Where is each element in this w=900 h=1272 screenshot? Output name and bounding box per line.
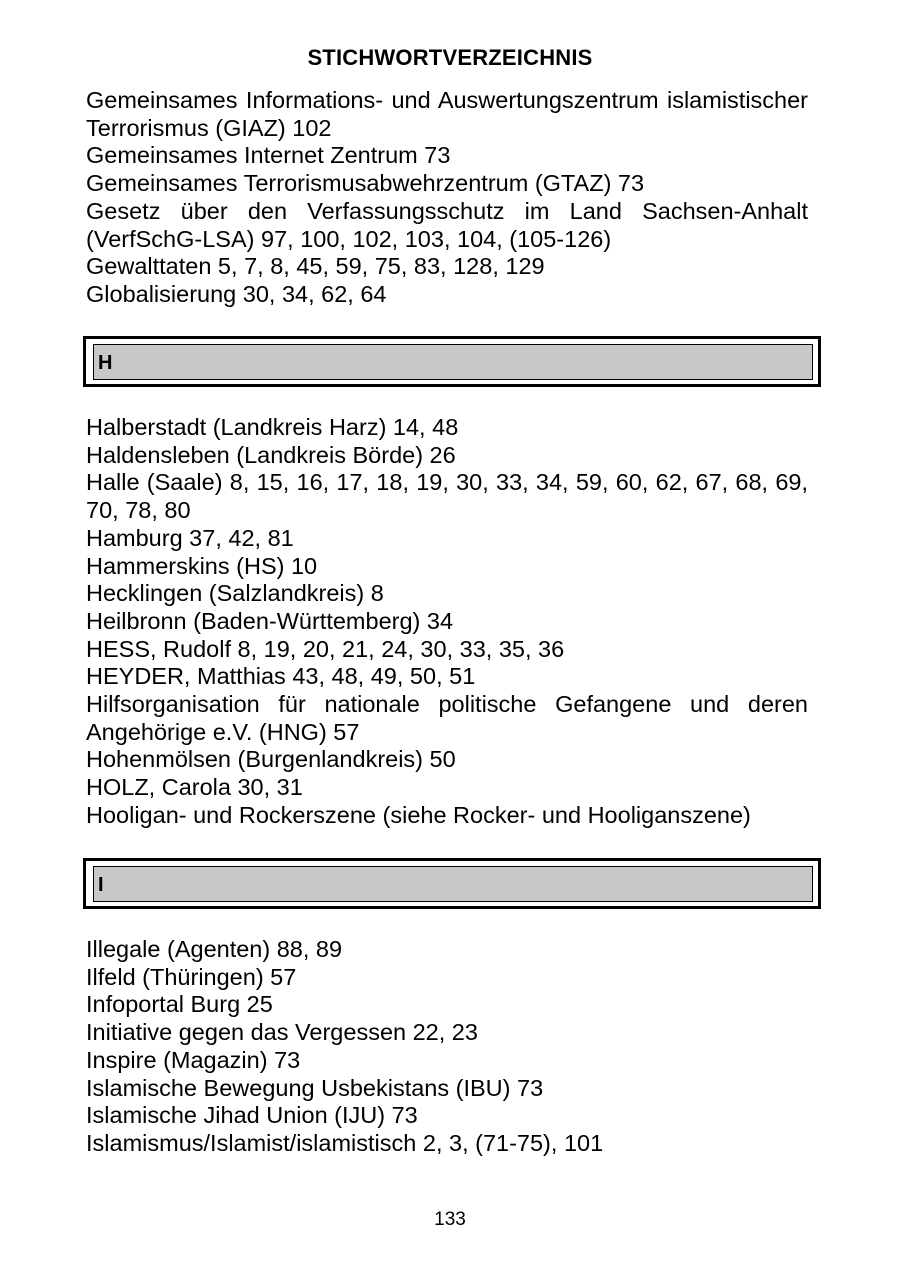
index-section-i bbox=[86, 936, 808, 1158]
index-section-h bbox=[86, 414, 808, 830]
index-entry: Islamische Bewegung Usbekistans (IBU) 73 bbox=[86, 1074, 544, 1101]
index-entry: Initiative gegen das Vergessen 22, 23 bbox=[86, 1019, 478, 1046]
index-entry: Haldensleben (Landkreis Börde) 26 bbox=[86, 441, 456, 468]
index-entry: Hooligan- und Rockerszene (siehe Rocker- und Hooliganszene) bbox=[86, 801, 751, 828]
letter-header-label: H bbox=[98, 352, 113, 374]
index-entry: Gesetz über den Verfassungsschutz im Land Sachsen-Anhalt (VerfSchG-LSA) 97, 100, 102, 103, 104, (105-126) bbox=[86, 197, 808, 252]
index-entry: Islamische Jihad Union (IJU) 73 bbox=[86, 1102, 418, 1129]
index-entry: HESS, Rudolf 8, 19, 20, 21, 24, 30, 33, 35, 36 bbox=[86, 635, 565, 662]
page-title: STICHWORTVERZEICHNIS bbox=[307, 45, 593, 70]
index-entry: Islamismus/Islamist/islamistisch 2, 3, (71-75), 101 bbox=[86, 1129, 604, 1156]
index-entry: Hohenmölsen (Burgenlandkreis) 50 bbox=[86, 746, 456, 773]
index-entry: Hamburg 37, 42, 81 bbox=[86, 524, 294, 551]
index-entry: HOLZ, Carola 30, 31 bbox=[86, 774, 303, 801]
letter-header-label: I bbox=[98, 874, 104, 896]
letter-header-bar bbox=[93, 866, 813, 902]
index-entry: Hecklingen (Salzlandkreis) 8 bbox=[86, 580, 384, 607]
index-entry: Halberstadt (Landkreis Harz) 14, 48 bbox=[86, 414, 459, 440]
index-entry: Hammerskins (HS) 10 bbox=[86, 552, 318, 579]
index-entry: Gemeinsames Terrorismusabwehrzentrum (GTAZ) 73 bbox=[86, 170, 645, 197]
letter-header-i bbox=[83, 858, 821, 909]
index-entry: Hilfsorganisation für nationale politische Gefangene und deren Angehörige e.V. (HNG) 57 bbox=[86, 691, 808, 745]
page-number: 133 bbox=[434, 1209, 466, 1230]
index-entry: HEYDER, Matthias 43, 48, 49, 50, 51 bbox=[86, 663, 476, 690]
index-entry: Gewalttaten 5, 7, 8, 45, 59, 75, 83, 128, 129 bbox=[86, 253, 545, 280]
index-entry: Halle (Saale) 8, 15, 16, 17, 18, 19, 30, 33, 34, 59, 60, 62, 67, 68, 69, 70, 78, 80 bbox=[86, 469, 808, 524]
index-entry: Gemeinsames Internet Zentrum 73 bbox=[86, 142, 451, 169]
letter-header-bar bbox=[93, 344, 813, 380]
index-entry: Infoportal Burg 25 bbox=[86, 991, 273, 1018]
letter-header-h bbox=[83, 336, 821, 387]
index-entry: Globalisierung 30, 34, 62, 64 bbox=[86, 280, 387, 307]
index-section-g bbox=[86, 87, 808, 309]
index-entry: Illegale (Agenten) 88, 89 bbox=[86, 936, 343, 962]
index-entry: Inspire (Magazin) 73 bbox=[86, 1046, 301, 1073]
index-entry: Gemeinsames Informations- und Auswertungszentrum islamistischer Terrorismus (GIAZ) 102 bbox=[86, 87, 808, 141]
index-entry: Heilbronn (Baden-Württemberg) 34 bbox=[86, 607, 454, 634]
index-entry: Ilfeld (Thüringen) 57 bbox=[86, 963, 297, 990]
